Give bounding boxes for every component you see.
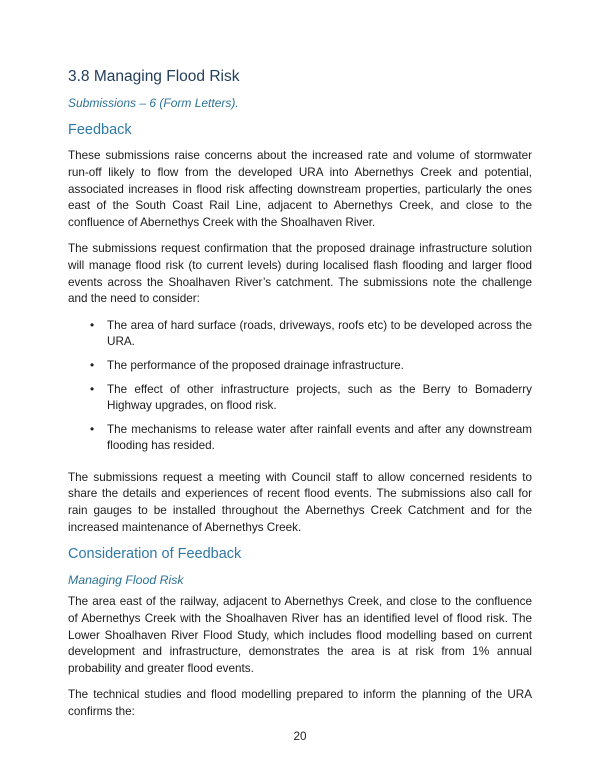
feedback-heading: Feedback — [68, 121, 132, 138]
feedback-paragraph-3: The submissions request a meeting with Council staff to allow concerned residents to share the details and experiences of recent flood events. The submissions also call for rain gauges to be installed throughout the Abernethys Creek Catchment and for the increased maintenance of Abernethys Creek. — [68, 470, 532, 534]
bullet-text: The performance of the proposed drainage infrastructure. — [107, 358, 404, 372]
list-item — [68, 318, 532, 351]
list-item — [68, 382, 532, 415]
section-heading: 3.8 Managing Flood Risk — [68, 68, 240, 85]
bullet-icon: • — [90, 358, 95, 372]
bullet-list — [68, 318, 532, 455]
bullet-icon: • — [90, 422, 95, 436]
bullet-icon: • — [90, 382, 95, 396]
consideration-heading: Consideration of Feedback — [68, 546, 242, 563]
managing-flood-risk-subheading: Managing Flood Risk — [68, 572, 184, 587]
list-item — [68, 422, 532, 455]
bullet-text: The area of hard surface (roads, driveways, roofs etc) to be developed across the URA. — [107, 318, 532, 349]
page-number: 20 — [293, 730, 307, 743]
feedback-paragraph-1: These submissions raise concerns about the increased rate and volume of stormwater run-off likely to flow from the developed URA into Abernethys Creek and potential, associated increases in flood risk affecting downstream properties, particularly the ones east of the South Coast Rail Line, adjacent to Abernethys Creek, and close to the confluence of Abernethys Creek with the Shoalhaven River. — [68, 149, 532, 229]
bullet-icon: • — [90, 318, 95, 332]
submissions-note: Submissions – 6 (Form Letters). — [68, 95, 239, 110]
bullet-text: The mechanisms to release water after rainfall events and after any downstream flooding has resided. — [107, 422, 532, 453]
consideration-paragraph-2: The technical studies and flood modelling prepared to inform the planning of the URA confirms the: — [68, 688, 532, 718]
bullet-text: The effect of other infrastructure projects, such as the Berry to Bomaderry Highway upgrades, on flood risk. — [107, 382, 532, 413]
list-item — [68, 358, 532, 375]
consideration-paragraph-1: The area east of the railway, adjacent to Abernethys Creek, and close to the confluence of Abernethys Creek with the Shoalhaven River has an identified level of flood risk. The Lower Shoalhaven River Flood Study, which includes flood modelling based on current development and infrastructure, demonstrates the area is at risk from 1% annual probability and greater flood events. — [68, 595, 532, 675]
feedback-paragraph-2: The submissions request confirmation that the proposed drainage infrastructure solution will manage flood risk (to current levels) during localised flash flooding and larger flood events across the Shoalhaven River’s catchment. The submissions note the challenge and the need to consider: — [68, 242, 532, 306]
